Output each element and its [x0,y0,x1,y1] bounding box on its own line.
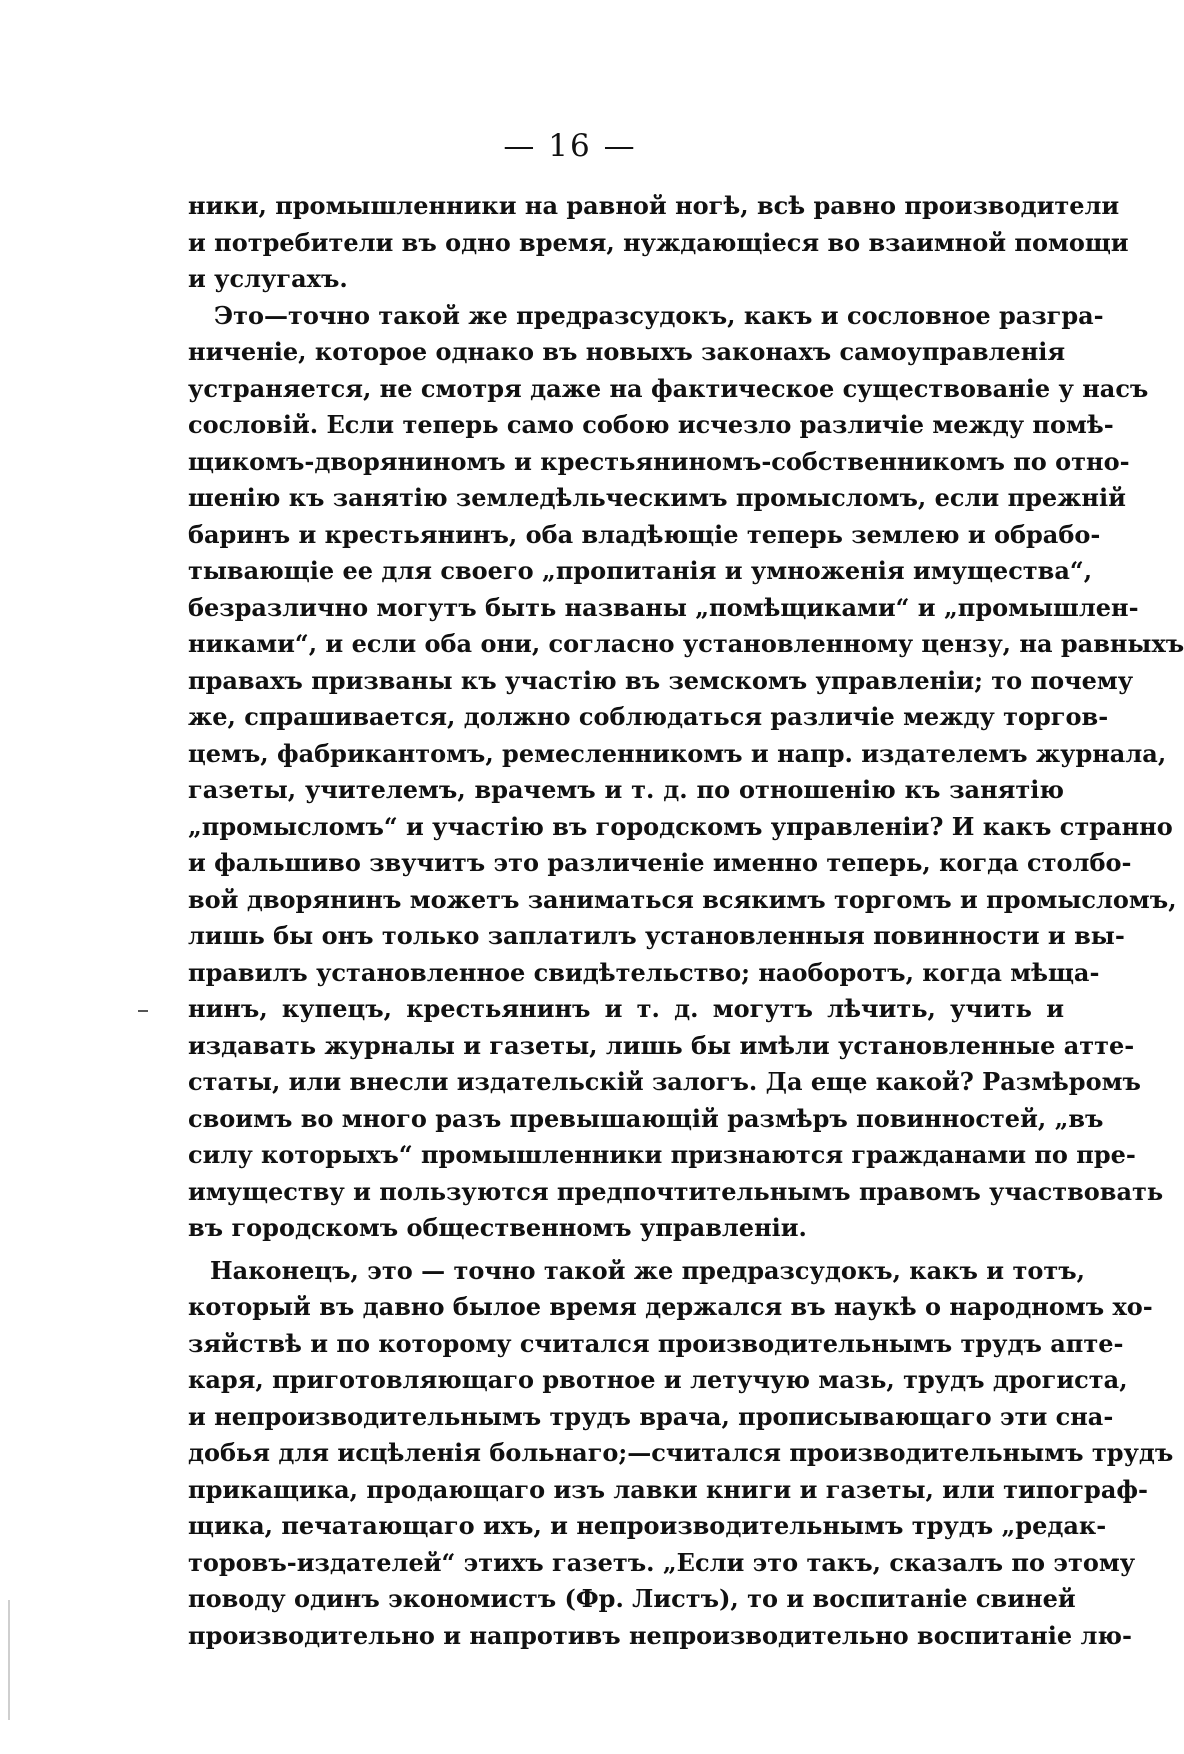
text-line: же, спрашивается, должно соблюдаться различіе между торгов- [188,702,1109,731]
text-line: цемъ, фабрикантомъ, ремесленникомъ и напр. издателемъ журнала, [188,738,1167,768]
text-line: сословій. Если теперь само собою исчезло различіе между помѣ- [188,410,1114,439]
scan-edge-rule [8,1600,10,1720]
page-number: — 16 — [503,128,637,164]
text-line: силу которыхъ“ промышленники признаются гражданами по пре- [188,1140,1136,1169]
text-line: газеты, учителемъ, врачемъ и т. д. по отношенію къ занятію [188,775,1064,804]
text-line: нинъ, купецъ, крестьянинъ и т. д. могутъ лѣчить, учить и [188,994,1064,1023]
text-line: и услугахъ. [188,264,348,293]
text-line: устраняется, не смотря даже на фактическое существованіе у насъ [188,373,1149,403]
text-line: который въ давно былое время держался въ наукѣ о народномъ хо- [188,1292,1153,1321]
text-line: добья для исцѣленія больнаго;—считался производительнымъ трудъ [188,1438,1174,1467]
text-line: безразлично могутъ быть названы „помѣщиками“ и „промышлен- [188,592,1139,622]
text-line: статы, или внесли издательскій залогъ. Да еще какой? Размѣромъ [188,1067,1141,1096]
text-line: поводу одинъ экономистъ (Фр. Листъ), то и воспитаніе свиней [188,1584,1076,1613]
text-line: въ городскомъ общественномъ управленіи. [188,1213,807,1242]
text-line: издавать журналы и газеты, лишь бы имѣли установленные атте- [188,1030,1135,1060]
text-line: и непроизводительнымъ трудъ врача, прописывающаго эти сна- [188,1401,1114,1431]
text-line: лишь бы онъ только заплатилъ установленныя повинности и вы- [188,921,1125,950]
text-line: ниченіе, которое однако въ новыхъ законахъ самоуправленія [188,337,1066,366]
text-line: и фальшиво звучитъ это различеніе именно теперь, когда столбо- [188,848,1132,877]
text-line: каря, приготовляющаго рвотное и летучую мазь, трудъ дрогиста, [188,1365,1128,1394]
text-line: тывающіе ее для своего „пропитанія и умноженія имущества“, [188,556,1093,585]
text-line: „промысломъ“ и участію въ городскомъ управленіи? И какъ странно [188,811,1173,841]
body-text [188,188,1184,1654]
text-line: вой дворянинъ можетъ заниматься всякимъ торгомъ и промысломъ, [188,884,1177,914]
text-line: и потребители въ одно время, нуждающіеся во взаимной помощи [188,227,1129,257]
text-line: зяйствѣ и по которому считался производительнымъ трудъ апте- [188,1328,1124,1358]
text-line: прикащика, продающаго изъ лавки книги и газеты, или типограф- [188,1474,1148,1504]
text-line: правахъ призваны къ участію въ земскомъ управленіи; то почему [188,665,1134,695]
text-line: Наконецъ, это — точно такой же предразсудокъ, какъ и тотъ, [210,1255,1085,1285]
text-line: правилъ установленное свидѣтельство; наоборотъ, когда мѣща- [188,957,1100,987]
text-line: щикомъ-дворяниномъ и крестьяниномъ-собственникомъ по отно- [188,446,1130,476]
text-line: производительно и напротивъ непроизводительно воспитаніе лю- [188,1620,1132,1650]
text-line: шенію къ занятію земледѣльческимъ промысломъ, если прежній [188,483,1126,512]
text-line: своимъ во много разъ превышающій размѣръ повинностей, „въ [188,1103,1104,1133]
text-line: ники, промышленники на равной ногѣ, всѣ равно производители [188,191,1120,220]
text-line: никами“, и если оба они, согласно установленному цензу, на равныхъ [188,629,1184,658]
text-line: Это—точно такой же предразсудокъ, какъ и сословное разгра- [214,300,1104,330]
text-line: торовъ-издателей“ этихъ газетъ. „Если это такъ, сказалъ по этому [188,1547,1136,1577]
text-line: щика, печатающаго ихъ, и непроизводительнымъ трудъ „редак- [188,1511,1107,1540]
text-line: баринъ и крестьянинъ, оба владѣющіе теперь землею и обрабо- [188,519,1101,549]
margin-mark [138,1010,148,1012]
text-line: имуществу и пользуются предпочтительнымъ правомъ участвовать [188,1176,1164,1206]
